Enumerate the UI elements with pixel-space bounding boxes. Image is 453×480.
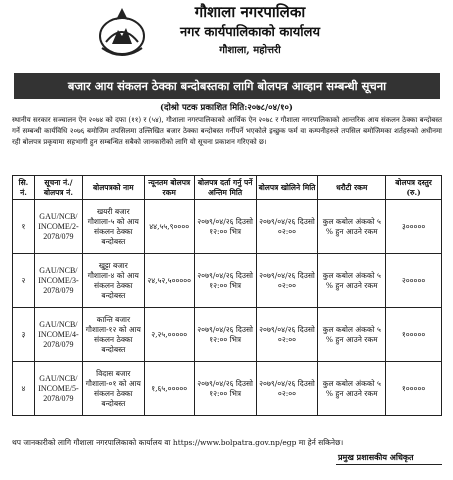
table-row	[13, 308, 442, 362]
col-amount-header: न्यूनतम बोलपत्र रकम	[144, 176, 194, 200]
tender-table	[12, 175, 442, 416]
cell-fee: १०००००	[386, 308, 442, 362]
cell-amount: २४,५२,५०००००	[144, 254, 194, 308]
cell-deadline: २०७९/०४/२६ दिउसो १२:०० भित्र	[194, 308, 256, 362]
cell-opening: २०७९/०४/२६ दिउसो ०२:००	[256, 362, 318, 416]
cell-name: कान्ति बजार गौशाला-१२ को आय संकलन ठेक्का बन्दोबस्त	[82, 308, 144, 362]
cell-ref: GAU/NCB/ INCOME/3- 2078/079	[34, 254, 82, 308]
cell-name: विदास बजार गौशाला-०१ को आय संकलन ठेक्का बन्दोबस्त	[82, 362, 144, 416]
col-ref-header: सूचना नं./ बोलपत्र नं.	[34, 176, 82, 200]
signatory-title: प्रमुख प्रशासकीय अधिकृत	[338, 452, 414, 462]
cell-ref: GAU/NCB/ INCOME/2- 2078/079	[34, 200, 82, 254]
cell-deadline: २०७९/०४/२६ दिउसो १२:०० भित्र	[194, 362, 256, 416]
cell-fee: ३०००००	[386, 200, 442, 254]
cell-ref: GAU/NCB/ INCOME/4- 2078/079	[34, 308, 82, 362]
cell-deposit: कुल कबोल अंकको ५ % हुन आउने रकम	[318, 200, 386, 254]
cell-sn: १	[13, 200, 35, 254]
municipality-emblem-icon	[92, 4, 152, 60]
cell-sn: ३	[13, 308, 35, 362]
col-deposit-header: धरौटी रकम	[318, 176, 386, 200]
notice-intro-paragraph: स्थानीय सरकार सञ्चालन ऐन २०७४ को दफा (११) र (५४), गौशाला नगरपालिकाको आर्थिक ऐन २०७८ र गौशाला नगरपालिकाको आन्तरिक आय संकलन ठेक्का बन्दोबस्त गर्ने सम्बन्धी कार्यविधि २०७६ बमोजिम तपसिलमा उल्लिखित बजार ठेक्का बन्दोबस्त गर्नीपर्ने भएकोले इच्छुक फर्म वा कम्पनीहरुले तपसिल बमोजिमका शर्तहरुको अधीनमा रही बोलपत्र प्रकृयामा सहभागी हुन सम्बन्धित सबैको जानकारीको लागि यो सूचना प्रकाशन गरिएको छ।	[12, 116, 442, 146]
publication-date: (दोश्रो पटक प्रकाशित मिति:२०७८/०४/१०)	[160, 103, 293, 113]
cell-opening: २०७९/०४/२६ दिउसो ०२:००	[256, 200, 318, 254]
cell-deposit: कुल कबोल अंकको ५ % हुन आउने रकम	[318, 254, 386, 308]
cell-opening: २०७९/०४/२६ दिउसो ०२:००	[256, 308, 318, 362]
signature-line	[336, 464, 442, 465]
notice-title-banner: बजार आय संकलन ठेक्का बन्दोबस्तका लागि बोलपत्र आव्हान सम्बन्धी सूचना	[14, 73, 440, 99]
cell-deadline: २०७९/०४/२६ दिउसो १२:०० भित्र	[194, 200, 256, 254]
more-info-note: थप जानकारीको लागि गौशाला नगरपालिकाको कार्यालय वा https://www.bolpatra.gov.np/egp मा हेर्न सकिनेछ।	[12, 438, 344, 447]
col-sn-header: सि. नं.	[13, 176, 35, 200]
cell-name: खयरी बजार गौशाला-५ को आय संकलन ठेक्का बन्दोबस्त	[82, 200, 144, 254]
table-row	[13, 362, 442, 416]
table-header-row	[13, 176, 442, 200]
cell-amount: १,६५,०००००	[144, 362, 194, 416]
office-name: नगर कार्यपालिकाको कार्यालय	[179, 25, 321, 40]
col-fee-header: बोलपत्र दस्तुर (रु.)	[386, 176, 442, 200]
col-deadline-header: बोलपत्र दर्ता गर्नु पर्ने अन्तिम मिति	[194, 176, 256, 200]
cell-amount: ४४,५५,९००००	[144, 200, 194, 254]
municipality-name: गौशाला नगरपालिका	[194, 3, 306, 21]
letterhead	[0, 0, 453, 72]
cell-ref: GAU/NCB/ INCOME/5- 2078/079	[34, 362, 82, 416]
cell-deadline: २०७९/०४/२६ दिउसो १२:०० भित्र	[194, 254, 256, 308]
cell-deposit: कुल कबोल अंकको ५ % हुन आउने रकम	[318, 308, 386, 362]
table-row	[13, 200, 442, 254]
cell-fee: १०००००	[386, 362, 442, 416]
table-row	[13, 254, 442, 308]
cell-deposit: कुल कबोल अंकको ५ % हुन आउने रकम	[318, 362, 386, 416]
cell-amount: २,२५,०००००	[144, 308, 194, 362]
cell-sn: ४	[13, 362, 35, 416]
col-opening-header: बोलपत्र खोलिने मिति	[256, 176, 318, 200]
cell-name: खुट्टा बजार गौशाला-४ को आय संकलन ठेक्का बन्दोबस्त	[82, 254, 144, 308]
cell-sn: २	[13, 254, 35, 308]
office-address: गौशाला, महोत्तरी	[219, 45, 281, 56]
col-name-header: बोलपत्रको नाम	[82, 176, 144, 200]
cell-fee: २०००००	[386, 254, 442, 308]
cell-opening: २०७९/०४/२६ दिउसो ०२:००	[256, 254, 318, 308]
